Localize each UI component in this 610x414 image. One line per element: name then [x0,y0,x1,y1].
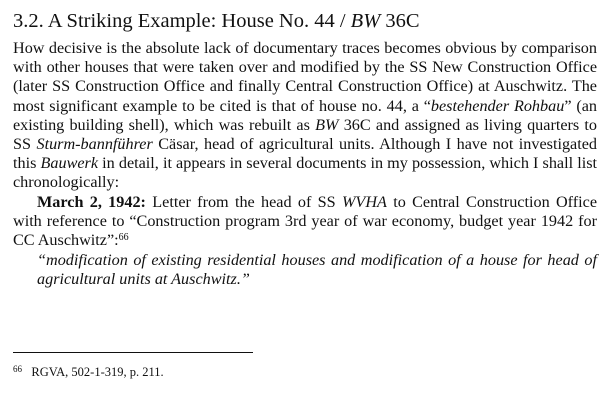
intro-paragraph [13,39,597,193]
section-title-suffix: 36C [380,10,420,32]
intro-italic-1: bestehender Rohbau [430,96,565,115]
block-quote: “modification of existing residential houses and modification of a house for head of agricultural units at Auschwitz.” [37,251,597,289]
chronology-entry [13,193,597,251]
intro-text-4: Cäsar, head of agricultural units. Although I have not investigated this [13,135,597,173]
intro-italic-2: BW [315,115,339,134]
section-title [13,8,597,34]
footnote [13,362,164,380]
footnote-number: 66 [13,364,22,374]
footnote-divider [13,352,253,353]
entry-italic: WVHA [341,192,387,211]
intro-text-2: ” (an existing building shell), which was rebuilt as [13,96,597,134]
entry-date: March 2, 1942: [37,192,146,211]
entry-text-2: to Central Construction Office with reference to “Construction program 3rd year of war economy, budget year 1942 for CC Auschwitz”: [13,192,597,250]
document-page [13,8,597,290]
intro-text-1: How decisive is the absolute lack of documentary traces becomes obvious by comparison with other houses that were taken over and modified by the SS New Construction Office (later SS Construction Office and finally Central Construction Office) at Auschwitz. The most significant example to be cited is that of house no. 44, a “ [13,39,597,115]
section-title-italic: BW [350,10,381,32]
section-title-prefix: 3.2. A Striking Example: House No. 44 / [13,10,351,32]
footnote-reference[interactable]: 66 [118,232,129,244]
intro-text-3: 36C and assigned as living quarters to SS [13,115,598,154]
entry-text-1: Letter from the head of SS [145,192,342,211]
intro-italic-3: Sturm-bannführer [36,135,153,154]
intro-italic-4: Bauwerk [40,154,99,173]
intro-text-5: in detail, it appears in several documents in my possession, which I shall list chronologically: [13,154,597,192]
footnote-text: RGVA, 502-1-319, p. 211. [31,365,164,379]
